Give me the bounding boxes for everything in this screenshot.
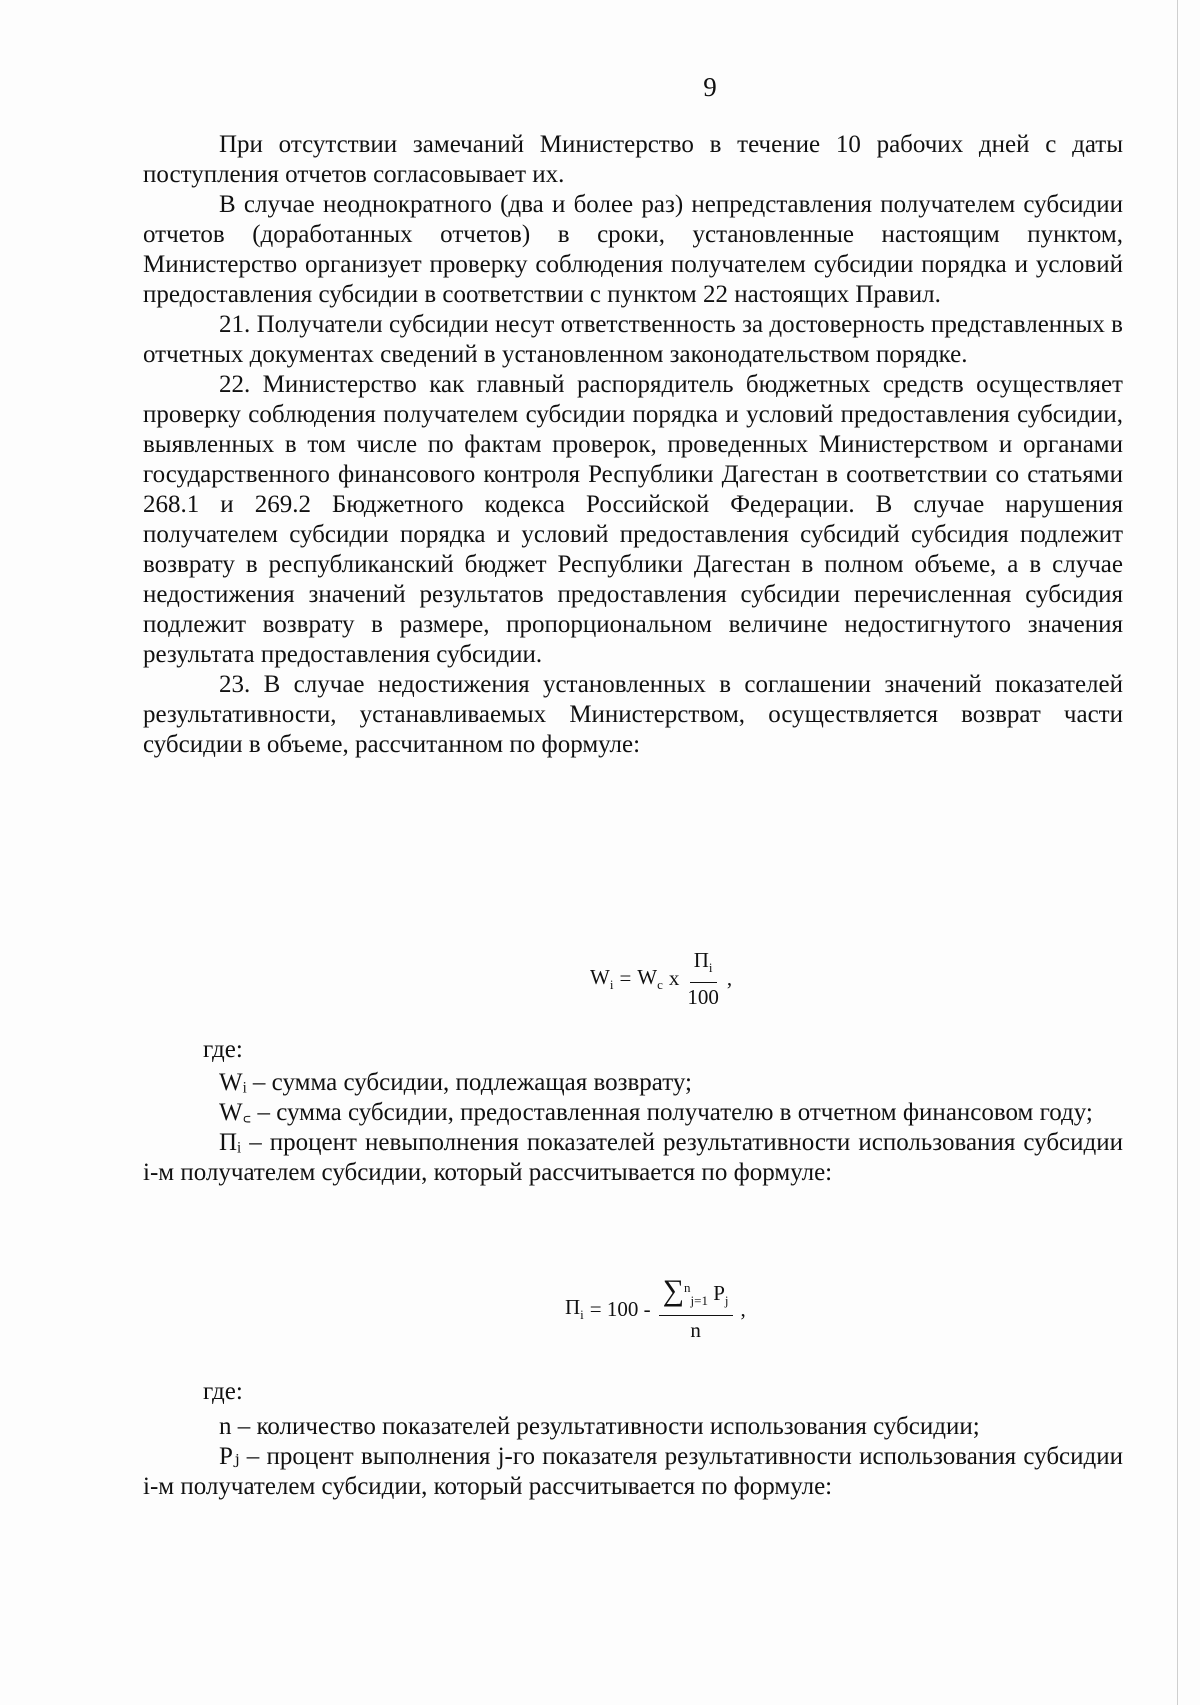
- definition-wi: Wᵢ – сумма субсидии, подлежащая возврату;: [219, 1069, 692, 1096]
- page-number: 9: [703, 72, 717, 102]
- formula-wi-wc: $W_c$: [637, 964, 663, 992]
- paragraph-21: 21. Получатели субсидии несут ответственность за достоверность представленных в отчетных документах сведений в установленном законодательством порядке.: [143, 311, 1123, 368]
- text-block-top: [143, 130, 1123, 760]
- formula-pi: [565, 1276, 746, 1342]
- formula-pi-numerator: ∑$^n_{j=1}$ $P_j$: [659, 1276, 733, 1316]
- paragraph-no-remarks: При отсутствии замечаний Министерство в течение 10 рабочих дней с даты поступления отчетов согласовывает их.: [143, 131, 1123, 188]
- formula-pi-comma: ,: [740, 1296, 746, 1321]
- paragraph-22: 22. Министерство как главный распорядитель бюджетных средств осуществляет проверку соблюдения получателем субсидии порядка и условий предоставления субсидии, выявленных в том числе по фактам проверок, проведенных Министерством и органами государственного финансового контроля Республики Дагестан в соответствии со статьями 268.1 и 269.2 Бюджетного кодекса Российской Федерации. В случае нарушения получателем субсидии порядка и условий предоставления субсидий субсидия подлежит возврату в республиканский бюджет Республики Дагестан в полном объеме, а в случае недостижения значений результатов предоставления субсидии перечисленная субсидия подлежит возврату в размере, пропорциональном величине недостигнутого значения результата предоставления субсидии.: [143, 371, 1123, 668]
- formula-wi-comma: ,: [726, 966, 733, 991]
- definition-wc: W꜀ – сумма субсидии, предоставленная получателю в отчетном финансовом году;: [219, 1099, 1093, 1126]
- formula-pi-fraction: [659, 1276, 733, 1342]
- formula-wi-fraction: [687, 948, 719, 1009]
- formula-pi-denominator: n: [690, 1318, 701, 1343]
- formula-wi-times: х: [668, 966, 680, 991]
- formula-wi-numerator: $П_i$: [690, 948, 717, 983]
- formula-pi-eq: = 100 -: [589, 1296, 651, 1321]
- paragraph-23: 23. В случае недостижения установленных в соглашении значений показателей результативности, устанавливаемых Министерством, осуществляется возврат части субсидии в объеме, рассчитанном по формуле:: [143, 671, 1123, 758]
- definition-pi: Пᵢ – процент невыполнения показателей результативности использования субсидии i-м получателем субсидии, который рассчитывается по формуле:: [143, 1129, 1123, 1186]
- formula-pi-lhs: $П_i$: [565, 1295, 584, 1323]
- text-block-mid: [143, 1068, 1123, 1188]
- formula-wi-denominator: 100: [687, 985, 719, 1010]
- scan-edge-line: [1177, 0, 1178, 1705]
- label-where-2: где:: [203, 1378, 243, 1405]
- paragraph-repeated-failure: В случае неоднократного (два и более раз) непредставления получателем субсидии отчетов (доработанных отчетов) в сроки, установленные настоящим пунктом, Министерство организует проверку соблюдения получателем субсидии порядка и условий предоставления субсидии в соответствии с пунктом 22 настоящих Правил.: [143, 191, 1123, 308]
- definition-n: n – количество показателей результативности использования субсидии;: [219, 1413, 980, 1440]
- text-block-bottom: [143, 1412, 1123, 1502]
- definition-pj: Pⱼ – процент выполнения j-го показателя результативности использования субсидии i-м получателем субсидии, который рассчитывается по формуле:: [143, 1443, 1123, 1500]
- formula-wi: [590, 948, 732, 1009]
- sigma-symbol: ∑: [662, 1274, 685, 1307]
- formula-wi-lhs: $W_i$: [590, 964, 614, 992]
- formula-wi-eq: =: [619, 966, 632, 991]
- label-where-1: где:: [203, 1036, 243, 1063]
